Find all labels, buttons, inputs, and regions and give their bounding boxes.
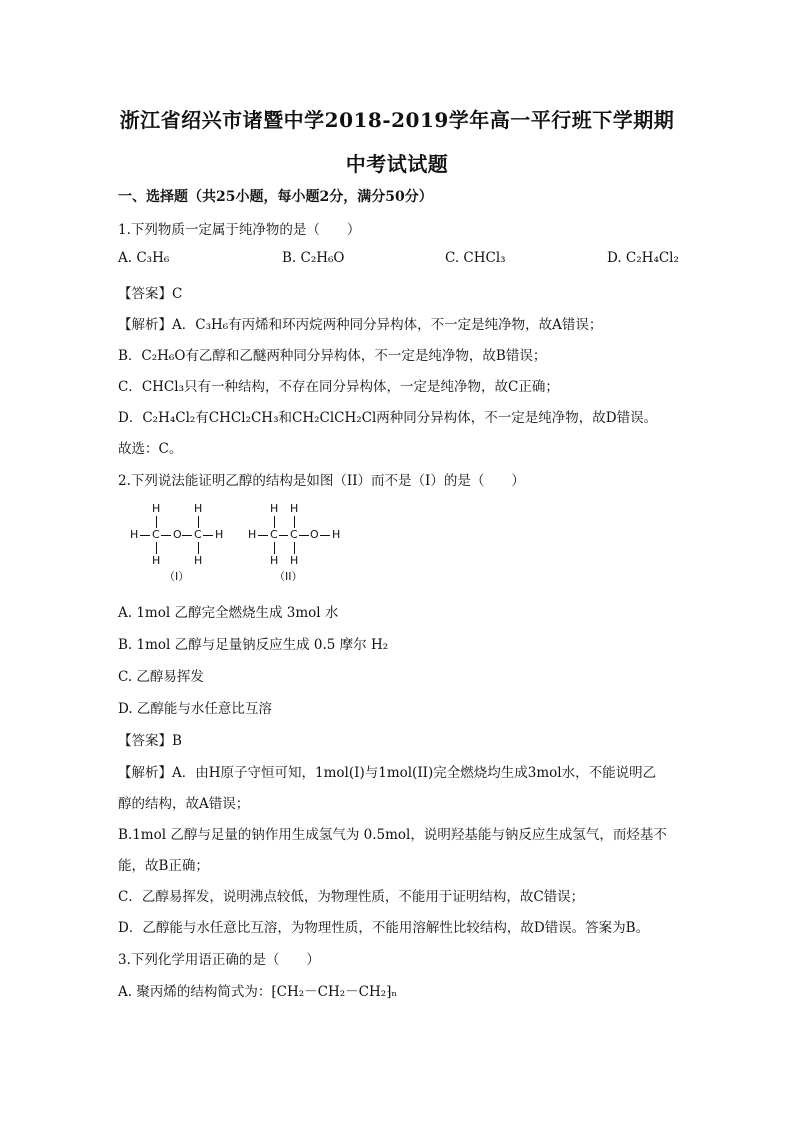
q1-analysis-line: D．C₂H₄Cl₂有CHCl₂CH₃和CH₂ClCH₂Cl两种同分异构体，不一定是纯净物，故D错误。 — [118, 410, 658, 426]
atom-o: O — [310, 528, 319, 541]
atom-h: H — [270, 502, 279, 515]
q1-option-c: C. CHCl₃ — [445, 250, 506, 266]
q2-option-c: C. 乙醇易挥发 — [118, 669, 204, 685]
atom-h: H — [290, 502, 299, 515]
q1-analysis-line: 【解析】A．C₃H₆有丙烯和环丙烷两种同分异构体，不一定是纯净物，故A错误； — [118, 317, 603, 333]
q1-analysis-line: 故选：C。 — [118, 441, 183, 457]
atom-c: C — [194, 528, 202, 541]
atom-h: H — [194, 502, 203, 515]
q1-option-a: A. C₃H₆ — [118, 250, 170, 266]
q2-analysis-line: B.1mol 乙醇与足量的钠作用生成氢气为 0.5mol，说明羟基能与钠反应生成氢气，而烃基不 — [118, 827, 667, 843]
atom-h: H — [194, 554, 203, 567]
structure-label-ii: （II） — [274, 570, 303, 583]
q2-analysis-line: D．乙醇能与水任意比互溶，为物理性质，不能用溶解性比较结构，故D错误。答案为B。 — [118, 920, 650, 936]
atom-h: H — [290, 554, 299, 567]
q1-analysis-line: B．C₂H₆O有乙醇和乙醚两种同分异构体，不一定是纯净物，故B错误； — [118, 348, 547, 364]
structure-label-i: （I） — [164, 570, 190, 583]
atom-h: H — [130, 528, 139, 541]
atom-c: C — [270, 528, 278, 541]
atom-c: C — [290, 528, 298, 541]
q3-stem: 3.下列化学用语正确的是（ ） — [118, 952, 320, 968]
q2-stem: 2.下列说法能证明乙醇的结构是如图（II）而不是（I）的是（ ） — [118, 473, 525, 489]
q2-option-d: D. 乙醇能与水任意比互溶 — [118, 701, 272, 717]
atom-h: H — [332, 528, 341, 541]
atom-h: H — [152, 554, 161, 567]
document-title-line2: 中考试试题 — [345, 152, 449, 176]
atom-c: C — [152, 528, 160, 541]
section-heading: 一、选择题（共25小题，每小题2分，满分50分） — [118, 189, 433, 205]
q2-answer: 【答案】B — [118, 733, 182, 749]
q2-analysis-line: C．乙醇易挥发，说明沸点较低，为物理性质，不能用于证明结构，故C错误； — [118, 889, 585, 905]
structure-diagram-ii — [246, 502, 376, 584]
atom-h: H — [248, 528, 257, 541]
atom-h: H — [215, 528, 224, 541]
q3-option-a-text: A. 聚丙烯的结构简式为： — [118, 984, 272, 1000]
q1-stem: 1.下列物质一定属于纯净物的是（ ） — [118, 222, 361, 238]
q3-option-a — [118, 980, 397, 1000]
polypropylene-formula: ⁅CH₂－CH₂－CH₂⁆ₙ — [271, 984, 398, 1000]
atom-o: O — [173, 528, 182, 541]
q2-analysis-line: 醇的结构，故A错误； — [118, 796, 250, 812]
q1-option-d: D. C₂H₄Cl₂ — [607, 250, 679, 266]
q1-answer: 【答案】C — [118, 286, 183, 302]
q2-analysis-line: 【解析】A．由H原子守恒可知，1mol(I)与1mol(II)完全燃烧均生成3mol水，不能说明乙 — [118, 765, 657, 781]
atom-h: H — [270, 554, 279, 567]
structure-diagram-i — [128, 502, 238, 584]
q2-option-a: A. 1mol 乙醇完全燃烧生成 3mol 水 — [118, 605, 339, 621]
q1-option-b: B. C₂H₆O — [282, 250, 345, 266]
q2-analysis-line: 能，故B正确； — [118, 858, 209, 874]
q2-option-b: B. 1mol 乙醇与足量钠反应生成 0.5 摩尔 H₂ — [118, 637, 389, 653]
atom-h: H — [152, 502, 161, 515]
document-title-line1: 浙江省绍兴市诸暨中学2018-2019学年高一平行班下学期期 — [119, 108, 675, 132]
q1-analysis-line: C．CHCl₃只有一种结构，不存在同分异构体，一定是纯净物，故C正确； — [118, 379, 559, 395]
